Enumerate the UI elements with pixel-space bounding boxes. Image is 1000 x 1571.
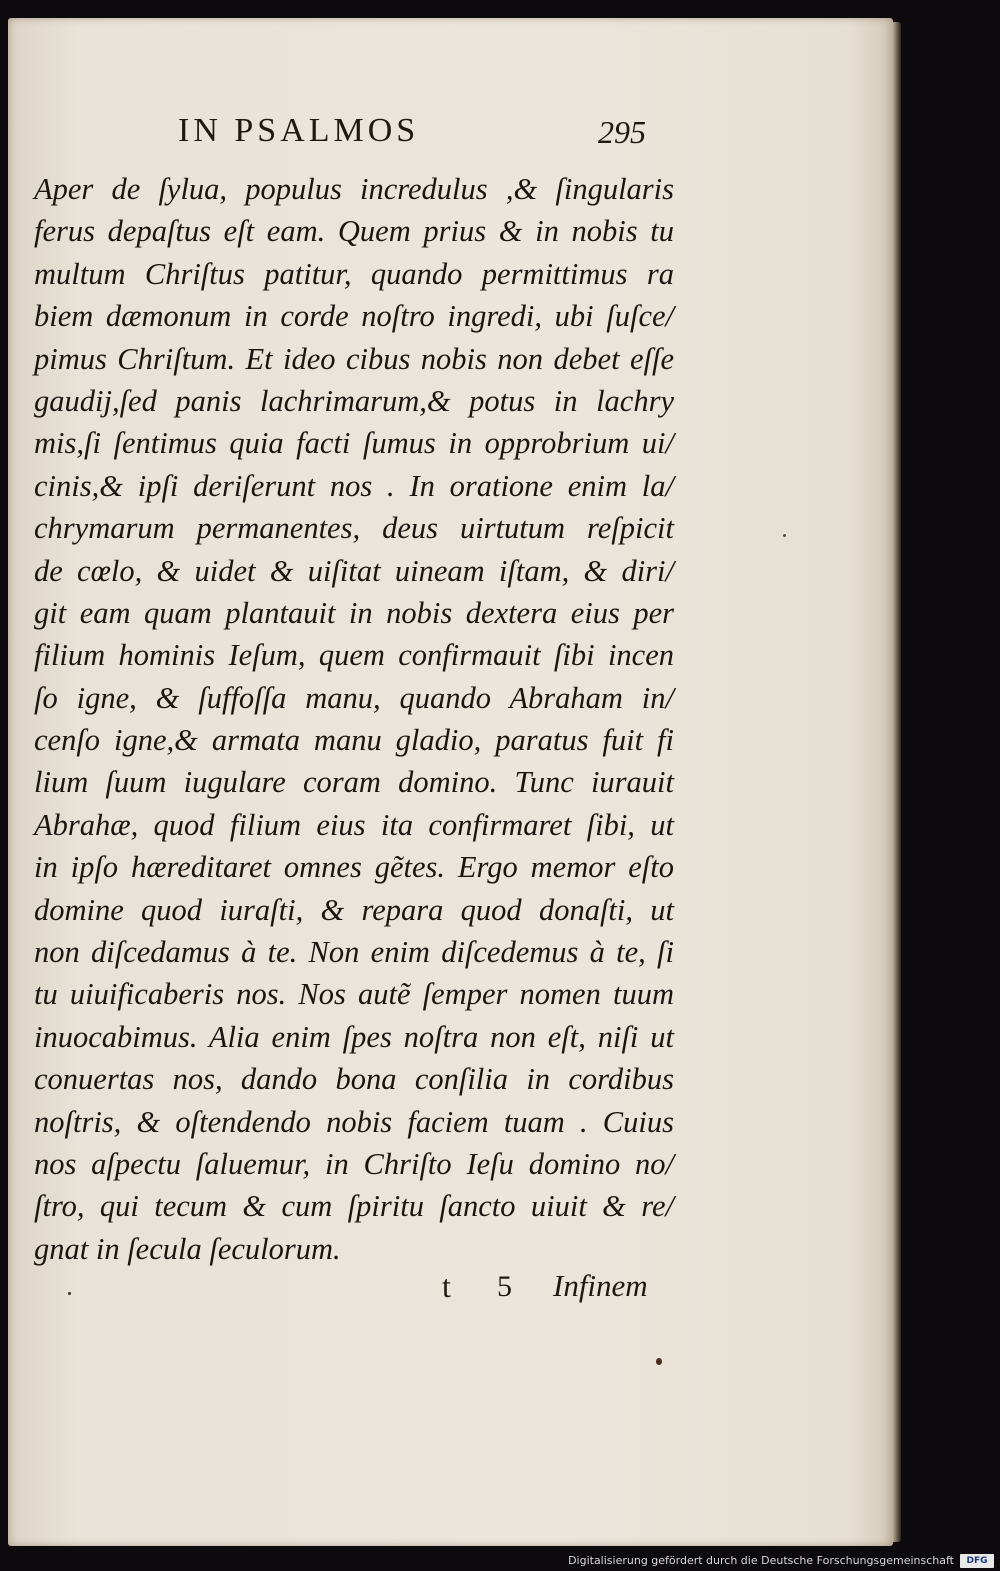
text-line: git eam quam plantauit in nobis dextera eius per: [34, 595, 674, 630]
text-line: gnat in ſecula ſeculorum.: [34, 1231, 341, 1266]
running-title: IN PSALMOS: [178, 112, 420, 149]
signature-number: 5: [497, 1270, 512, 1303]
text-line: de cœlo, & uidet & uiſitat uineam iſtam, & diri/: [34, 553, 674, 588]
text-line: ſo igne, & ſuffoſſa manu, quando Abraham in/: [34, 680, 674, 715]
text-line: mis,ſi ſentimus quia facti ſumus in opprobrium ui/: [34, 426, 674, 461]
text-line: biem dæmonum in corde noſtro ingredi, ubi ſuſce/: [34, 299, 674, 334]
text-line: conuertas nos, dando bona conſilia in cordibus: [34, 1062, 674, 1097]
ink-speck: [783, 534, 786, 537]
catchword: Infinem: [553, 1268, 648, 1303]
catchline: [0, 1268, 1000, 1312]
text-line: inuocabimus. Alia enim ſpes noſtra non eſt, niſi ut: [34, 1019, 674, 1054]
page-edge: [893, 22, 901, 1542]
text-line: pimus Chriſtum. Et ideo cibus nobis non debet eſſe: [34, 341, 674, 376]
text-line: noſtris, & oſtendendo nobis faciem tuam . Cuius: [34, 1104, 674, 1139]
text-line: Aper de ſylua, populus incredulus ,& ſingularis: [34, 172, 674, 206]
text-line: cenſo igne,& armata manu gladio, paratus fuit fi: [34, 723, 674, 758]
text-line: domine quod iuraſti, & repara quod donaſti, ut: [34, 892, 674, 927]
body-text: [34, 168, 674, 1270]
text-line: tu uiuificaberis nos. Nos autẽ ſemper nomen tuum: [34, 977, 674, 1012]
running-head: [0, 108, 1000, 158]
text-line: Abrahæ, quod filium eius ita confirmaret ſibi, ut: [34, 807, 674, 842]
text-line: multum Chriſtus patitur, quando permittimus ra: [34, 256, 674, 291]
signature-mark: t: [442, 1268, 451, 1304]
ink-speck: [68, 1292, 71, 1295]
text-line: gaudij,ſed panis lachrimarum,& potus in lachry: [34, 383, 674, 418]
dfg-logo: DFG: [960, 1554, 994, 1568]
text-line: chrymarum permanentes, deus uirtutum reſpicit: [34, 511, 674, 546]
text-line: non diſcedamus à te. Non enim diſcedemus à te, ſi: [34, 935, 674, 970]
ink-speck: [656, 1358, 662, 1365]
text-line: ferus depaſtus eſt eam. Quem prius & in nobis tu: [34, 214, 674, 249]
text-line: cinis,& ipſi deriſerunt nos . In oratione enim la/: [34, 468, 674, 503]
text-line: in ipſo hæreditaret omnes gẽtes. Ergo memor eſto: [34, 850, 674, 885]
page-number: 295: [598, 114, 646, 150]
text-line: lium ſuum iugulare coram domino. Tunc iurauit: [34, 765, 674, 800]
text-line: ſtro, qui tecum & cum ſpiritu ſancto uiuit & re/: [34, 1189, 674, 1224]
text-line: filium hominis Ieſum, quem confirmauit ſibi incen: [34, 638, 674, 673]
text-line: nos aſpectu ſaluemur, in Chriſto Ieſu domino no/: [34, 1146, 674, 1181]
digitization-credit: Digitalisierung gefördert durch die Deutsche Forschungsgemeinschaft: [568, 1554, 954, 1567]
